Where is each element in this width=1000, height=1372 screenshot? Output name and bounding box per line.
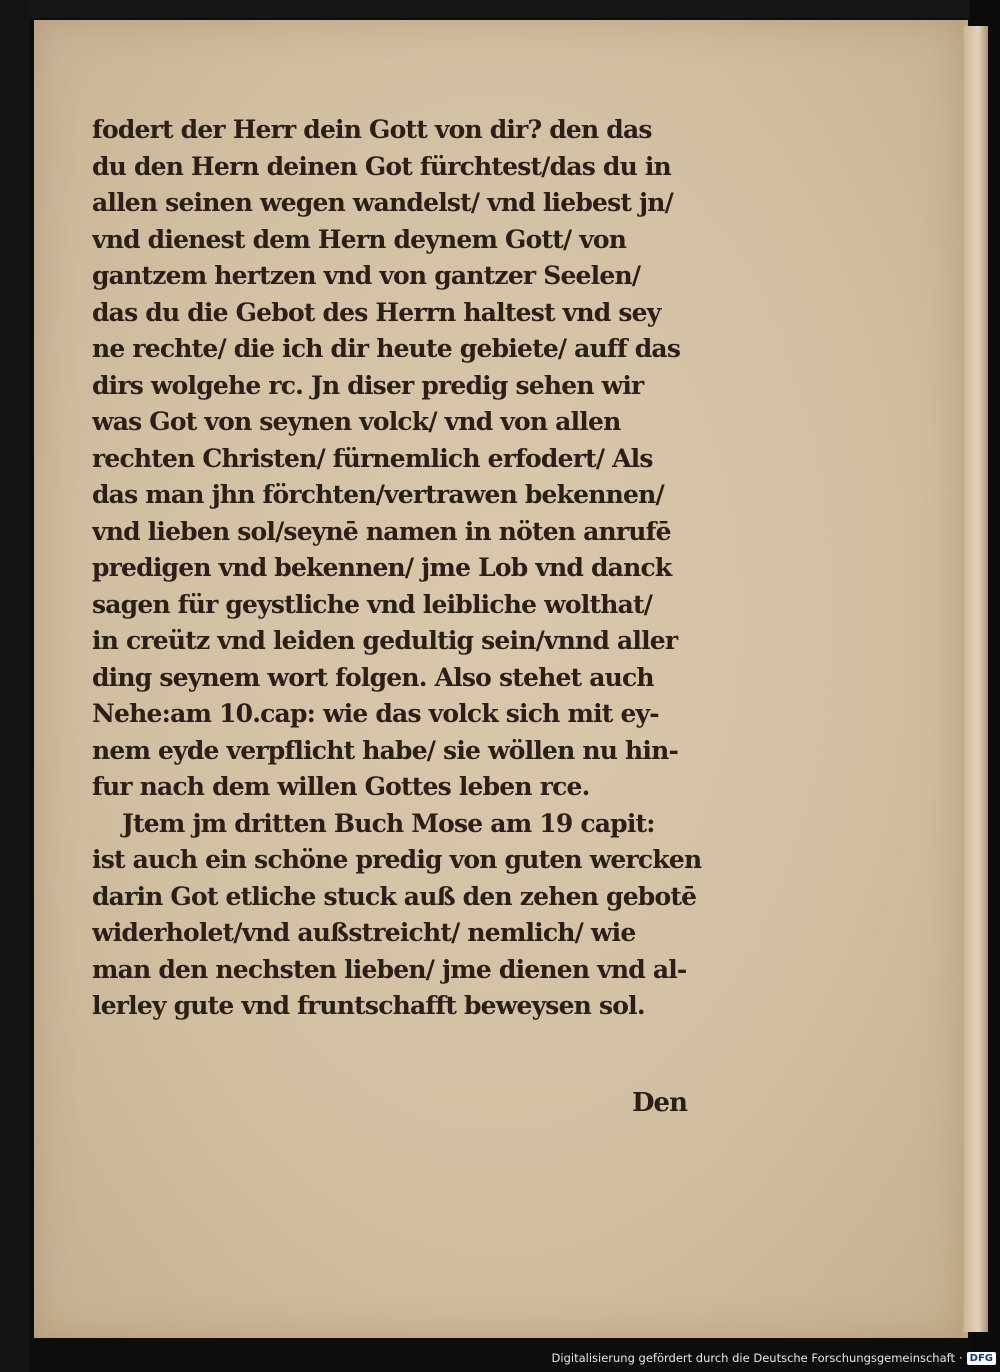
text-line: gantzem hertzen vnd von gantzer Seelen/	[92, 261, 641, 290]
text-line: lerley gute vnd fruntschafft beweysen sol.	[92, 991, 645, 1020]
text-line: fur nach dem willen Gottes leben rce.	[92, 772, 590, 801]
text-line: du den Hern deinen Got fürchtest/das du in	[92, 151, 671, 181]
text-line: ist auch ein schöne predig von guten wercken	[92, 845, 702, 874]
text-line: dirs wolgehe rc. Jn diser predig sehen wir	[92, 370, 644, 400]
footer-separator: ·	[959, 1351, 963, 1365]
text-line: darin Got etliche stuck auß den zehen gebotē	[92, 881, 697, 911]
text-line: widerholet/vnd außstreicht/ nemlich/ wie	[92, 918, 636, 947]
text-line: sagen für geystliche vnd leibliche wolthat/	[92, 589, 653, 619]
text-line: rechten Christen/ fürnemlich erfodert/ Als	[92, 443, 653, 473]
book-page	[34, 20, 968, 1338]
text-line: man den nechsten lieben/ jme dienen vnd al-	[92, 954, 687, 984]
text-line: allen seinen wegen wandelst/ vnd liebest jn/	[92, 188, 673, 217]
text-line: ding seynem wort folgen. Also stehet auch	[92, 662, 654, 692]
text-line: vnd lieben sol/seynē namen in nöten anrufē	[92, 516, 671, 546]
text-line: Nehe:am 10.cap: wie das volck sich mit ey-	[92, 699, 659, 728]
scan-frame-left	[0, 0, 30, 1372]
text-line: was Got von seynen volck/ vnd von allen	[92, 407, 621, 436]
text-line: das du die Gebot des Herrn haltest vnd sey	[92, 297, 661, 327]
text-line: predigen vnd bekennen/ jme Lob vnd danck	[92, 553, 672, 582]
page-edge	[964, 26, 988, 1332]
text-line: ne rechte/ die ich dir heute gebiete/ auff das	[92, 334, 681, 363]
text-line: vnd dienest dem Hern deynem Gott/ von	[92, 224, 627, 254]
scan-frame-top	[0, 0, 1000, 18]
digitization-footer	[552, 1346, 996, 1370]
text-line: fodert der Herr dein Gott von dir? den das	[92, 115, 652, 144]
catchword: Den	[632, 1088, 687, 1118]
text-line: in creütz vnd leiden gedultig sein/vnnd aller	[92, 626, 678, 655]
text-line: das man jhn förchten/vertrawen bekennen/	[92, 480, 664, 509]
page-text	[92, 112, 702, 1025]
footer-credit: Digitalisierung gefördert durch die Deutsche Forschungsgemeinschaft	[551, 1351, 955, 1365]
text-line: Jtem jm dritten Buch Mose am 19 capit:	[122, 808, 655, 838]
dfg-logo-icon: DFG	[967, 1352, 996, 1365]
text-line: nem eyde verpflicht habe/ sie wöllen nu hin-	[92, 735, 679, 765]
